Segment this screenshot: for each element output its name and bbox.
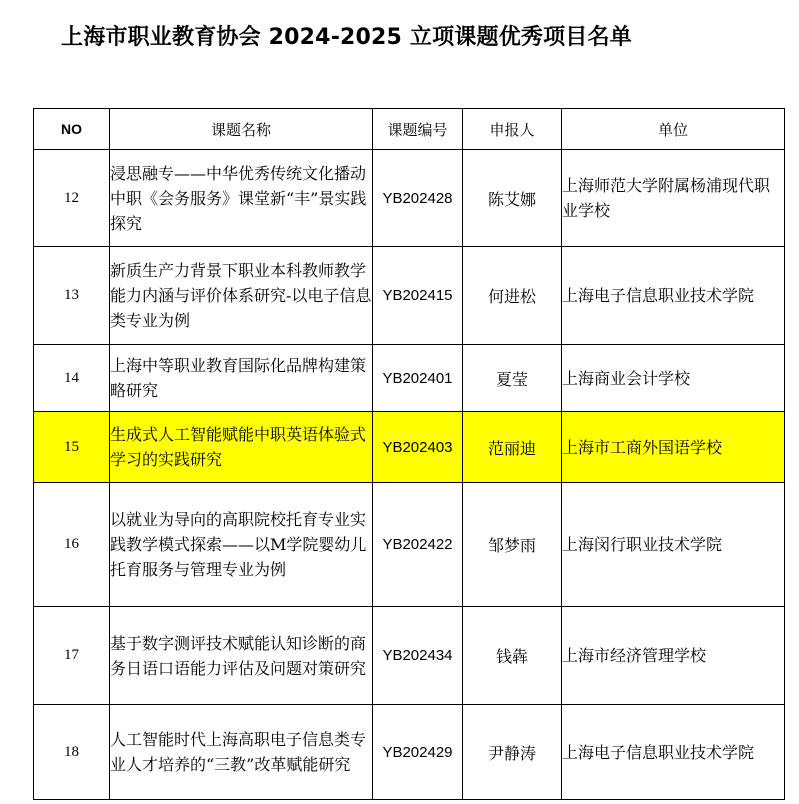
table-row [34, 150, 785, 247]
unit-name: 上海商业会计学校 [562, 345, 785, 412]
applicant: 邹梦雨 [463, 483, 562, 607]
topic-name: 生成式人工智能赋能中职英语体验式学习的实践研究 [110, 412, 373, 483]
row-number: 17 [34, 607, 110, 705]
table-body [34, 150, 785, 800]
unit-name: 上海市工商外国语学校 [562, 412, 785, 483]
document-title: 上海市职业教育协会 2024-2025 立项课题优秀项目名单 [61, 25, 632, 50]
header-person: 申报人 [463, 109, 562, 150]
topic-code: YB202428 [373, 150, 463, 247]
table-row [34, 607, 785, 705]
row-number: 12 [34, 150, 110, 247]
topic-code: YB202434 [373, 607, 463, 705]
unit-name: 上海闵行职业技术学院 [562, 483, 785, 607]
unit-name: 上海电子信息职业技术学院 [562, 247, 785, 345]
table-row [34, 247, 785, 345]
topic-code: YB202422 [373, 483, 463, 607]
topic-code: YB202429 [373, 705, 463, 800]
header-topic: 课题名称 [110, 109, 373, 150]
table-row [34, 345, 785, 412]
applicant: 尹静涛 [463, 705, 562, 800]
row-number: 15 [34, 412, 110, 483]
applicant: 钱犇 [463, 607, 562, 705]
header-unit: 单位 [562, 109, 785, 150]
header-no: NO [34, 109, 110, 150]
row-number: 13 [34, 247, 110, 345]
row-number: 18 [34, 705, 110, 800]
unit-name: 上海电子信息职业技术学院 [562, 705, 785, 800]
topic-name: 新质生产力背景下职业本科教师教学能力内涵与评价体系研究-以电子信息类专业为例 [110, 247, 373, 345]
header-row [34, 109, 785, 150]
applicant: 何进松 [463, 247, 562, 345]
topic-code: YB202415 [373, 247, 463, 345]
table-row [34, 483, 785, 607]
topic-name: 浸思融专——中华优秀传统文化播动中职《会务服务》课堂新“丰”景实践探究 [110, 150, 373, 247]
applicant: 夏莹 [463, 345, 562, 412]
row-number: 14 [34, 345, 110, 412]
table-header [34, 109, 785, 150]
topic-code: YB202403 [373, 412, 463, 483]
header-code: 课题编号 [373, 109, 463, 150]
table-row [34, 705, 785, 800]
project-list-table [33, 108, 785, 800]
row-number: 16 [34, 483, 110, 607]
topic-name: 上海中等职业教育国际化品牌构建策略研究 [110, 345, 373, 412]
topic-code: YB202401 [373, 345, 463, 412]
applicant: 陈艾娜 [463, 150, 562, 247]
table-row [34, 412, 785, 483]
unit-name: 上海师范大学附属杨浦现代职业学校 [562, 150, 785, 247]
unit-name: 上海市经济管理学校 [562, 607, 785, 705]
topic-name: 人工智能时代上海高职电子信息类专业人才培养的“三教”改革赋能研究 [110, 705, 373, 800]
applicant: 范丽迪 [463, 412, 562, 483]
topic-name: 基于数字测评技术赋能认知诊断的商务日语口语能力评估及问题对策研究 [110, 607, 373, 705]
topic-name: 以就业为导向的高职院校托育专业实践教学模式探索——以M学院婴幼儿托育服务与管理专业为例 [110, 483, 373, 607]
